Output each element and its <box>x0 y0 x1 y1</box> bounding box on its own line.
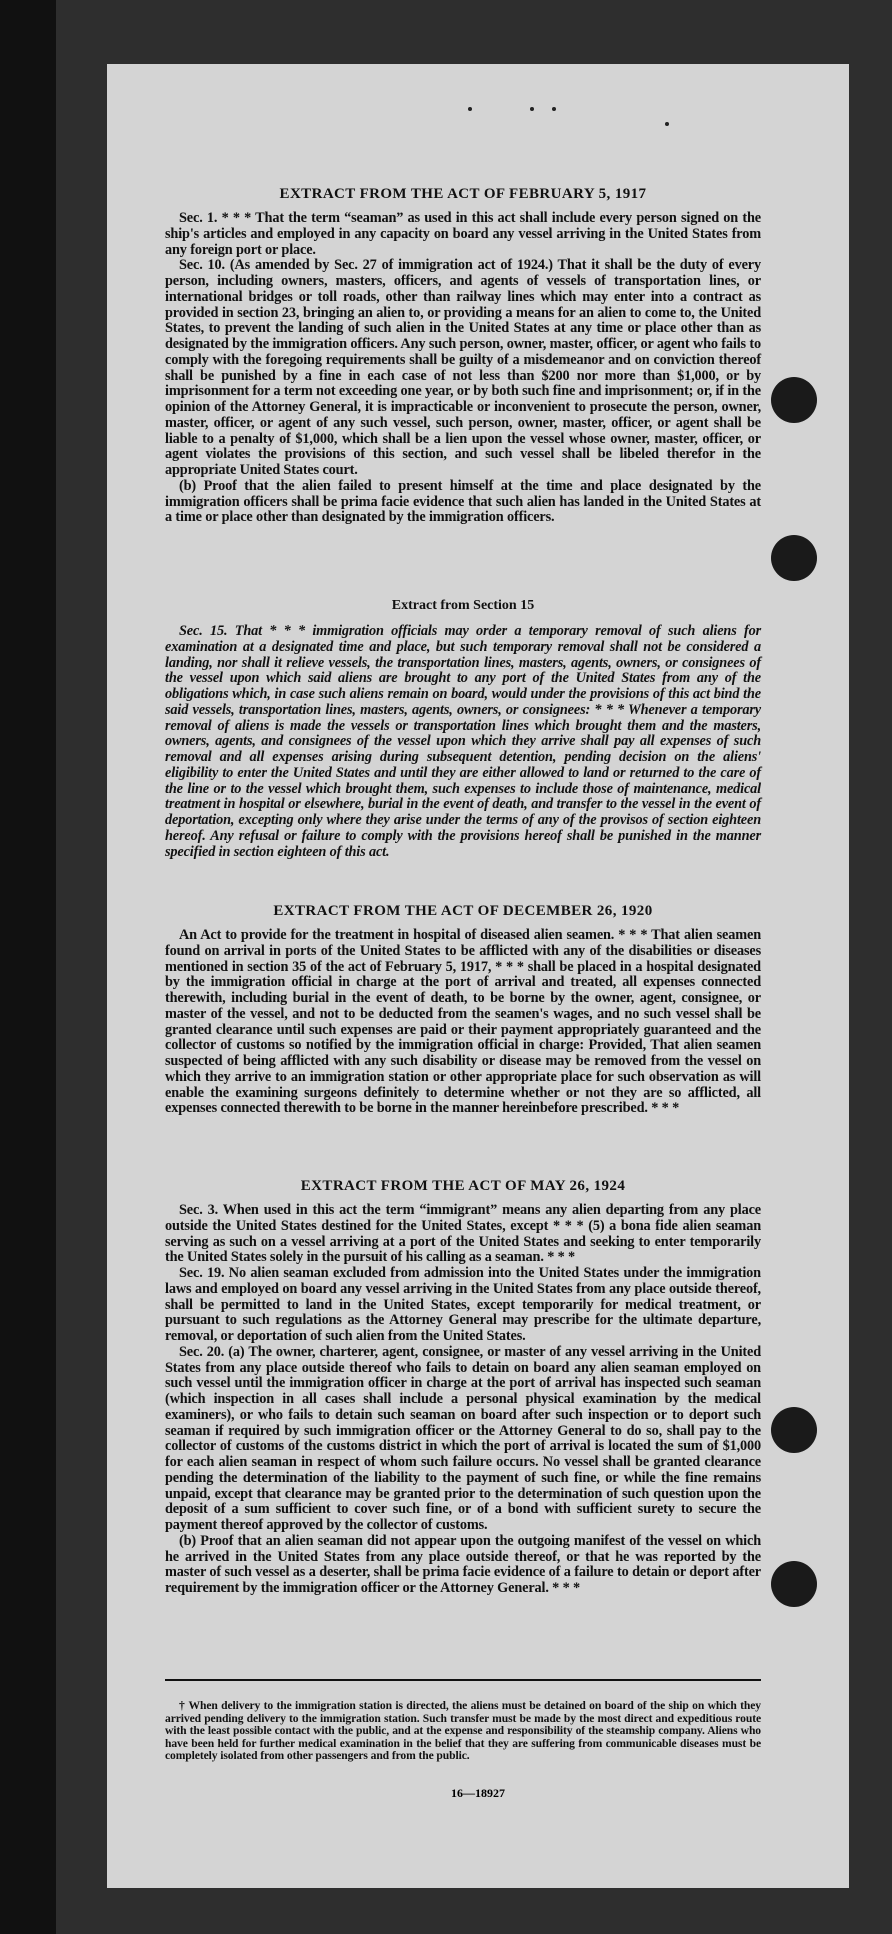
paragraph: (b) Proof that an alien seaman did not appear upon the outgoing manifest of the vessel on which he arrived in the United States from any place outside thereof, or that he was reported by the master of such vessel as a deserter, shall be prima facie evidence of a failure to detain or deport after requirement by the immigration officer or the Attorney General. * * * <box>165 1532 761 1596</box>
heading-act-1920: EXTRACT FROM THE ACT OF DECEMBER 26, 1920 <box>273 903 653 919</box>
section-act-1924 <box>165 1178 761 1597</box>
scan-speck <box>665 122 669 126</box>
scan-speck <box>552 107 556 111</box>
punch-hole <box>771 377 817 423</box>
section-15 <box>165 598 761 860</box>
paragraph: Sec. 3. When used in this act the term “immigrant” means any alien departing from any place outside the United States destined for the United States, except * * * (5) a bona fide alien seaman serving as such on a vessel arriving at a port of the United States and seeking to enter temporarily the United States solely in the pursuit of his calling as a seaman. * * * <box>165 1202 761 1266</box>
document-page <box>107 64 849 1888</box>
heading-section-15: Extract from Section 15 <box>391 598 535 613</box>
scan-speck <box>468 107 472 111</box>
scan-speck <box>530 107 534 111</box>
heading-act-1917: EXTRACT FROM THE ACT OF FEBRUARY 5, 1917 <box>279 186 647 202</box>
paragraph: Sec. 1. * * * That the term “seaman” as used in this act shall include every person signed on the ship's articles and employed in any capacity on board any vessel arriving in the United States from any foreign port or place. <box>165 210 761 258</box>
section-act-1920 <box>165 903 761 1117</box>
paragraph: Sec. 20. (a) The owner, charterer, agent, consignee, or master of any vessel arriving in the United States from any place outside thereof who fails to detain on board any alien seaman employed on such vessel until the immigration officer in charge at the port of arrival has inspected such seaman (which inspection in all cases shall include a personal physical examination by the medical examiners), or who fails to detain such seaman on board after such inspection or to deport such seaman if required by such immigration officer or the Attorney General to do so, shall pay to the collector of customs of the customs district in which the port of arrival is located the sum of $1,000 for each alien seaman in respect of whom such failure occurs. No vessel shall be granted clearance pending the determination of the liability to the payment of such fine, or while the fine remains unpaid, except that clearance may be granted prior to the determination of such question upon the deposit of a sum sufficient to cover such fine, or of a bond with sufficient surety to secure the payment thereof approved by the collector of customs. <box>165 1343 761 1533</box>
paragraph: An Act to provide for the treatment in hospital of diseased alien seamen. * * * That alien seamen found on arrival in ports of the United States to be afflicted with any of the disabilities or diseases mentioned in section 35 of the act of February 5, 1917, * * * shall be placed in a hospital designated by the immigration official in charge at the port of arrival and treated, all expenses connected therewith, including burial in the event of death, to be borne by the owner, agent, consignee, or master of the vessel, and not to be deducted from the seamen's wages, and no such vessel shall be granted clearance until such expenses are paid or their payment appropriately guaranteed and the collector of customs so notified by the immigration official in charge: Provided, That alien seamen suspected of being afflicted with any such disability or disease may be removed from the vessel on which they arrive to an immigration station or other appropriate place for such observation as will enable the examining surgeons definitely to determine whether or not they are so afflicted, all expenses connected therewith to be borne in the manner hereinbefore prescribed. * * * <box>165 927 761 1117</box>
scan-border <box>0 0 56 1934</box>
heading-act-1924: EXTRACT FROM THE ACT OF MAY 26, 1924 <box>300 1178 626 1194</box>
punch-hole <box>771 535 817 581</box>
paragraph: (b) Proof that the alien failed to present himself at the time and place designated by the immigration officers shall be prima facie evidence that such alien has landed in the United States at a time or place other than designated by the immigration officers. <box>165 477 761 526</box>
footnote-text: † When delivery to the immigration station is directed, the aliens must be detained on board of the ship on which they arrived pending delivery to the immigration station. Such transfer must be made by the most direct and expeditious route with the least possible contact with the public, and at the expense and responsibility of the steamship company. Aliens who have been held for further medical examination in the belief that they are suffering from communicable diseases must be completely isolated from other passengers and from the public. <box>165 1699 761 1763</box>
punch-hole <box>771 1561 817 1607</box>
page-number: 16—18927 <box>451 1786 505 1800</box>
footnote <box>165 1700 761 1763</box>
paragraph: Sec. 19. No alien seaman excluded from admission into the United States under the immigration laws and employed on board any vessel arriving in the United States from any place outside thereof, shall be permitted to land in the United States, except temporarily for medical treatment, or pursuant to such regulations as the Attorney General may prescribe for the ultimate departure, removal, or deportation of such alien from the United States. <box>165 1265 761 1344</box>
paragraph: Sec. 15. That * * * immigration officials may order a temporary removal of such aliens for examination at a designated time and place, but such temporary removal shall not be considered a landing, nor shall it relieve vessels, the transportation lines, masters, agents, owners, or consignees of the vessel upon which said aliens are brought to any port of the United States from any of the obligations which, in case such aliens remain on board, would under the provisions of this act bind the said vessels, transportation lines, masters, agents, owners, or consignees: * * * Whenever a temporary removal of aliens is made the vessels or transportation lines which brought them and the masters, owners, agents, and consignees of the vessel upon which they arrive shall pay all expenses of such removal and all expenses arising during subsequent detention, pending decision on the aliens' eligibility to enter the United States and until they are either allowed to land or returned to the care of the line or to the vessel which brought them, such expenses to include those of maintenance, medical treatment in hospital or elsewhere, burial in the event of death, and transfer to the vessel in the event of deportation, excepting only where they arise under the terms of any of the provisos of section eighteen hereof. Any refusal or failure to comply with the provisions hereof shall be punished in the manner specified in section eighteen of this act. <box>165 623 761 860</box>
footnote-divider <box>165 1679 761 1681</box>
punch-hole <box>771 1407 817 1453</box>
paragraph: Sec. 10. (As amended by Sec. 27 of immigration act of 1924.) That it shall be the duty of every person, including owners, masters, officers, and agents of vessels of transportation lines, or international bridges or toll roads, other than railway lines which may enter into a contract as provided in section 23, bringing an alien to, or providing a means for an alien to come to, the United States, to prevent the landing of such alien in the United States at any time or place other than as designated by the immigration officers. Any such person, owner, master, officer, or agent who fails to comply with the foregoing requirements shall be guilty of a misdemeanor and on conviction thereof shall be punished by a fine in each case of not less than $200 nor more than $1,000, or by imprisonment for a term not exceeding one year, or by both such fine and imprisonment; or, if in the opinion of the Attorney General, it is impracticable or inconvenient to prosecute the person, owner, master, officer, or agent of any such vessel, such person, owner, master, officer, or agent shall be liable to a penalty of $1,000, which shall be a lien upon the vessel whose owner, master, officer, or agent violates the provisions of this section, and such vessel shall be libeled therefor in the appropriate United States court. <box>165 257 761 478</box>
section-act-1917 <box>165 186 761 526</box>
